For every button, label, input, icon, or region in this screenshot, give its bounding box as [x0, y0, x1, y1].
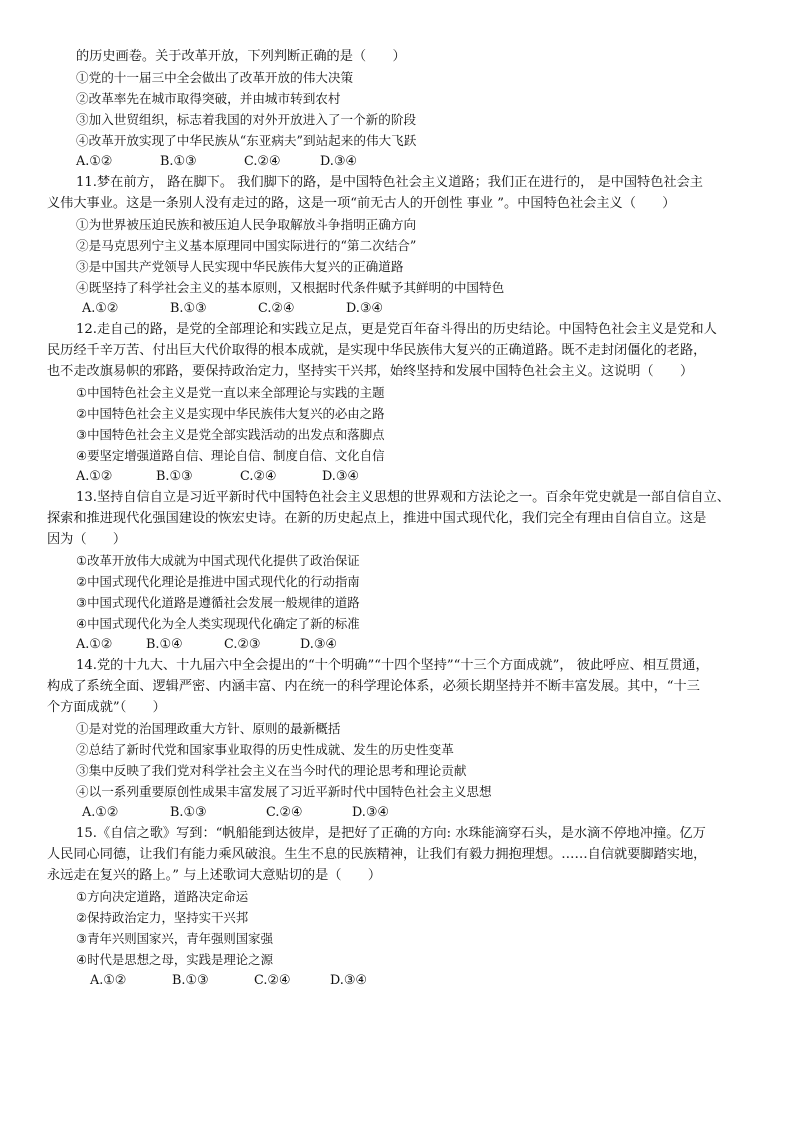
- q11-option-3: ③是中国共产党领导人民实现中华民族伟大复兴的正确道路: [76, 259, 404, 274]
- q14-stem-line-2: 构成了系统全面、逻辑严密、内涵丰富、内在统一的科学理论体系，必须长期坚持并不断丰富发展。其中，“十三: [47, 679, 700, 694]
- q14-choice-d: D.③④: [352, 805, 389, 820]
- q10-option-3: ③加入世贸组织，标志着我国的对外开放进入了一个新的阶段: [76, 112, 417, 127]
- q13-choice-b: B.①④: [146, 637, 183, 652]
- q10-choices: [76, 152, 357, 172]
- q11-stem-line-1: 11.梦在前方， 路在脚下。 我们脚下的路，是中国特色社会主义道路；我们正在进行的， 是中国特色社会主: [76, 175, 703, 190]
- q10-option-2: ②改革率先在城市取得突破，并由城市转到农村: [76, 91, 341, 106]
- q15-stem-line-2: 人民同心同德，让我们有能力乘风破浪。生生不息的民族精神，让我们有毅力拥抱理想。……自信就要脚踏实地，: [47, 847, 707, 862]
- q15-choice-d: D.③④: [330, 973, 367, 988]
- q10-option-4: ④改革开放实现了中华民族从“东亚病夫”到站起来的伟大飞跃: [76, 133, 417, 148]
- q15-choice-a: A.①②: [90, 973, 127, 988]
- q11-option-1: ①为世界被压迫民族和被压迫人民争取解放斗争指明正确方向: [76, 217, 417, 232]
- q10-choice-c: C.②④: [244, 154, 281, 169]
- q13-option-4: ④中国式现代化为全人类实现现代化确定了新的标准: [76, 616, 360, 631]
- q14-option-3: ③集中反映了我们党对科学社会主义在当今时代的理论思考和理论贡献: [76, 763, 467, 778]
- q12-choices: [76, 467, 359, 487]
- q13-stem-line-2: 探索和推进现代化强国建设的恢宏史诗。在新的历史起点上，推进中国式现代化，我们完全有理由自信自立。这是: [47, 511, 707, 526]
- q13-choices: [76, 635, 337, 655]
- q15-option-4: ④时代是思想之母，实践是理论之源: [76, 952, 273, 967]
- q11-stem-line-2: 义伟大事业。这是一条别人没有走过的路，这是一项“前无古人的开创性 事业 ”。中国特色社会主义（ ）: [47, 196, 676, 211]
- q13-option-1: ①改革开放伟大成就为中国式现代化提供了政治保证: [76, 553, 360, 568]
- q12-choice-b: B.①③: [156, 469, 193, 484]
- q13-stem-line-1: 13.坚持自信自立是习近平新时代中国特色社会主义思想的世界观和方法论之一。百余年党史就是一部自信自立、: [76, 490, 730, 505]
- q10-choice-a: A.①②: [76, 154, 113, 169]
- q12-stem-line-2: 民历经千辛万苦、付出巨大代价取得的根本成就，是实现中华民族伟大复兴的正确道路。既不走封闭僵化的老路，: [47, 343, 707, 358]
- q14-option-2: ②总结了新时代党和国家事业取得的历史性成就、发生的历史性变革: [76, 742, 454, 757]
- q11-option-2: ②是马克思列宁主义基本原理同中国实际进行的“第二次结合”: [76, 238, 417, 253]
- q12-option-4: ④要坚定增强道路自信、理论自信、制度自信、文化自信: [76, 448, 385, 463]
- q13-choice-c: C.②③: [224, 637, 261, 652]
- q14-choices: [82, 803, 389, 823]
- q12-stem-line-1: 12.走自己的路，是党的全部理论和实践立足点，更是党百年奋斗得出的历史结论。中国特色社会主义是党和人: [76, 322, 717, 337]
- q15-option-1: ①方向决定道路，道路决定命运: [76, 889, 249, 904]
- q12-option-1: ①中国特色社会主义是党一直以来全部理论与实践的主题: [76, 385, 385, 400]
- q14-choice-a: A.①②: [82, 805, 119, 820]
- q14-option-1: ①是对党的治国理政重大方针、原则的最新概括: [76, 721, 341, 736]
- q10-option-1: ①党的十一届三中全会做出了改革开放的伟大决策: [76, 70, 354, 85]
- q10-choice-d: D.③④: [320, 154, 357, 169]
- q11-choice-b: B.①③: [170, 301, 207, 316]
- q14-choice-c: C.②④: [266, 805, 303, 820]
- q13-choice-a: A.①②: [76, 637, 113, 652]
- q13-stem-line-3: 因为（ ）: [47, 532, 127, 547]
- q12-choice-c: C.②④: [240, 469, 277, 484]
- q15-choice-b: B.①③: [172, 973, 209, 988]
- q11-choice-d: D.③④: [346, 301, 383, 316]
- q14-stem-line-1: 14.党的十九大、十九届六中全会提出的“十个明确”“十四个坚持”“十三个方面成就”， 彼此呼应、相互贯通，: [76, 658, 709, 673]
- q12-choice-a: A.①②: [76, 469, 113, 484]
- q14-stem-line-3: 个方面成就”（ ）: [47, 700, 166, 715]
- q12-option-2: ②中国特色社会主义是实现中华民族伟大复兴的必由之路: [76, 406, 385, 421]
- q11-option-4: ④既坚持了科学社会主义的基本原则，又根据时代条件赋予其鲜明的中国特色: [76, 280, 505, 295]
- q13-option-3: ③中国式现代化道路是遵循社会发展一般规律的道路: [76, 595, 360, 610]
- q15-stem-line-1: 15.《自信之歌》写到：“帆船能到达彼岸，是把好了正确的方向: 水珠能滴穿石头，是水滴不停地冲撞。亿万: [76, 826, 706, 841]
- q15-stem-line-3: 永远走在复兴的路上。” 与上述歌词大意贴切的是（ ）: [47, 868, 382, 883]
- q11-choice-c: C.②④: [258, 301, 295, 316]
- q13-option-2: ②中国式现代化理论是推进中国式现代化的行动指南: [76, 574, 360, 589]
- q12-stem-line-3: 也不走改旗易帜的邪路，要保持政治定力，坚持实干兴邦，始终坚持和发展中国特色社会主义。这说明（ ）: [47, 364, 694, 379]
- q11-choices: [82, 299, 383, 319]
- q12-option-3: ③中国特色社会主义是党全部实践活动的出发点和落脚点: [76, 427, 385, 442]
- q15-choices: [90, 971, 367, 991]
- q12-choice-d: D.③④: [322, 469, 359, 484]
- q14-choice-b: B.①③: [170, 805, 207, 820]
- q13-choice-d: D.③④: [300, 637, 337, 652]
- q15-option-2: ②保持政治定力，坚持实干兴邦: [76, 910, 249, 925]
- q14-option-4: ④以一系列重要原创性成果丰富发展了习近平新时代中国特色社会主义思想: [76, 784, 492, 799]
- q10-stem: 的历史画卷。关于改革开放，下列判断正确的是（ ）: [76, 49, 406, 64]
- q15-choice-c: C.②④: [254, 973, 291, 988]
- q10-choice-b: B.①③: [160, 154, 197, 169]
- q15-option-3: ③青年兴则国家兴，青年强则国家强: [76, 931, 273, 946]
- q11-choice-a: A.①②: [82, 301, 119, 316]
